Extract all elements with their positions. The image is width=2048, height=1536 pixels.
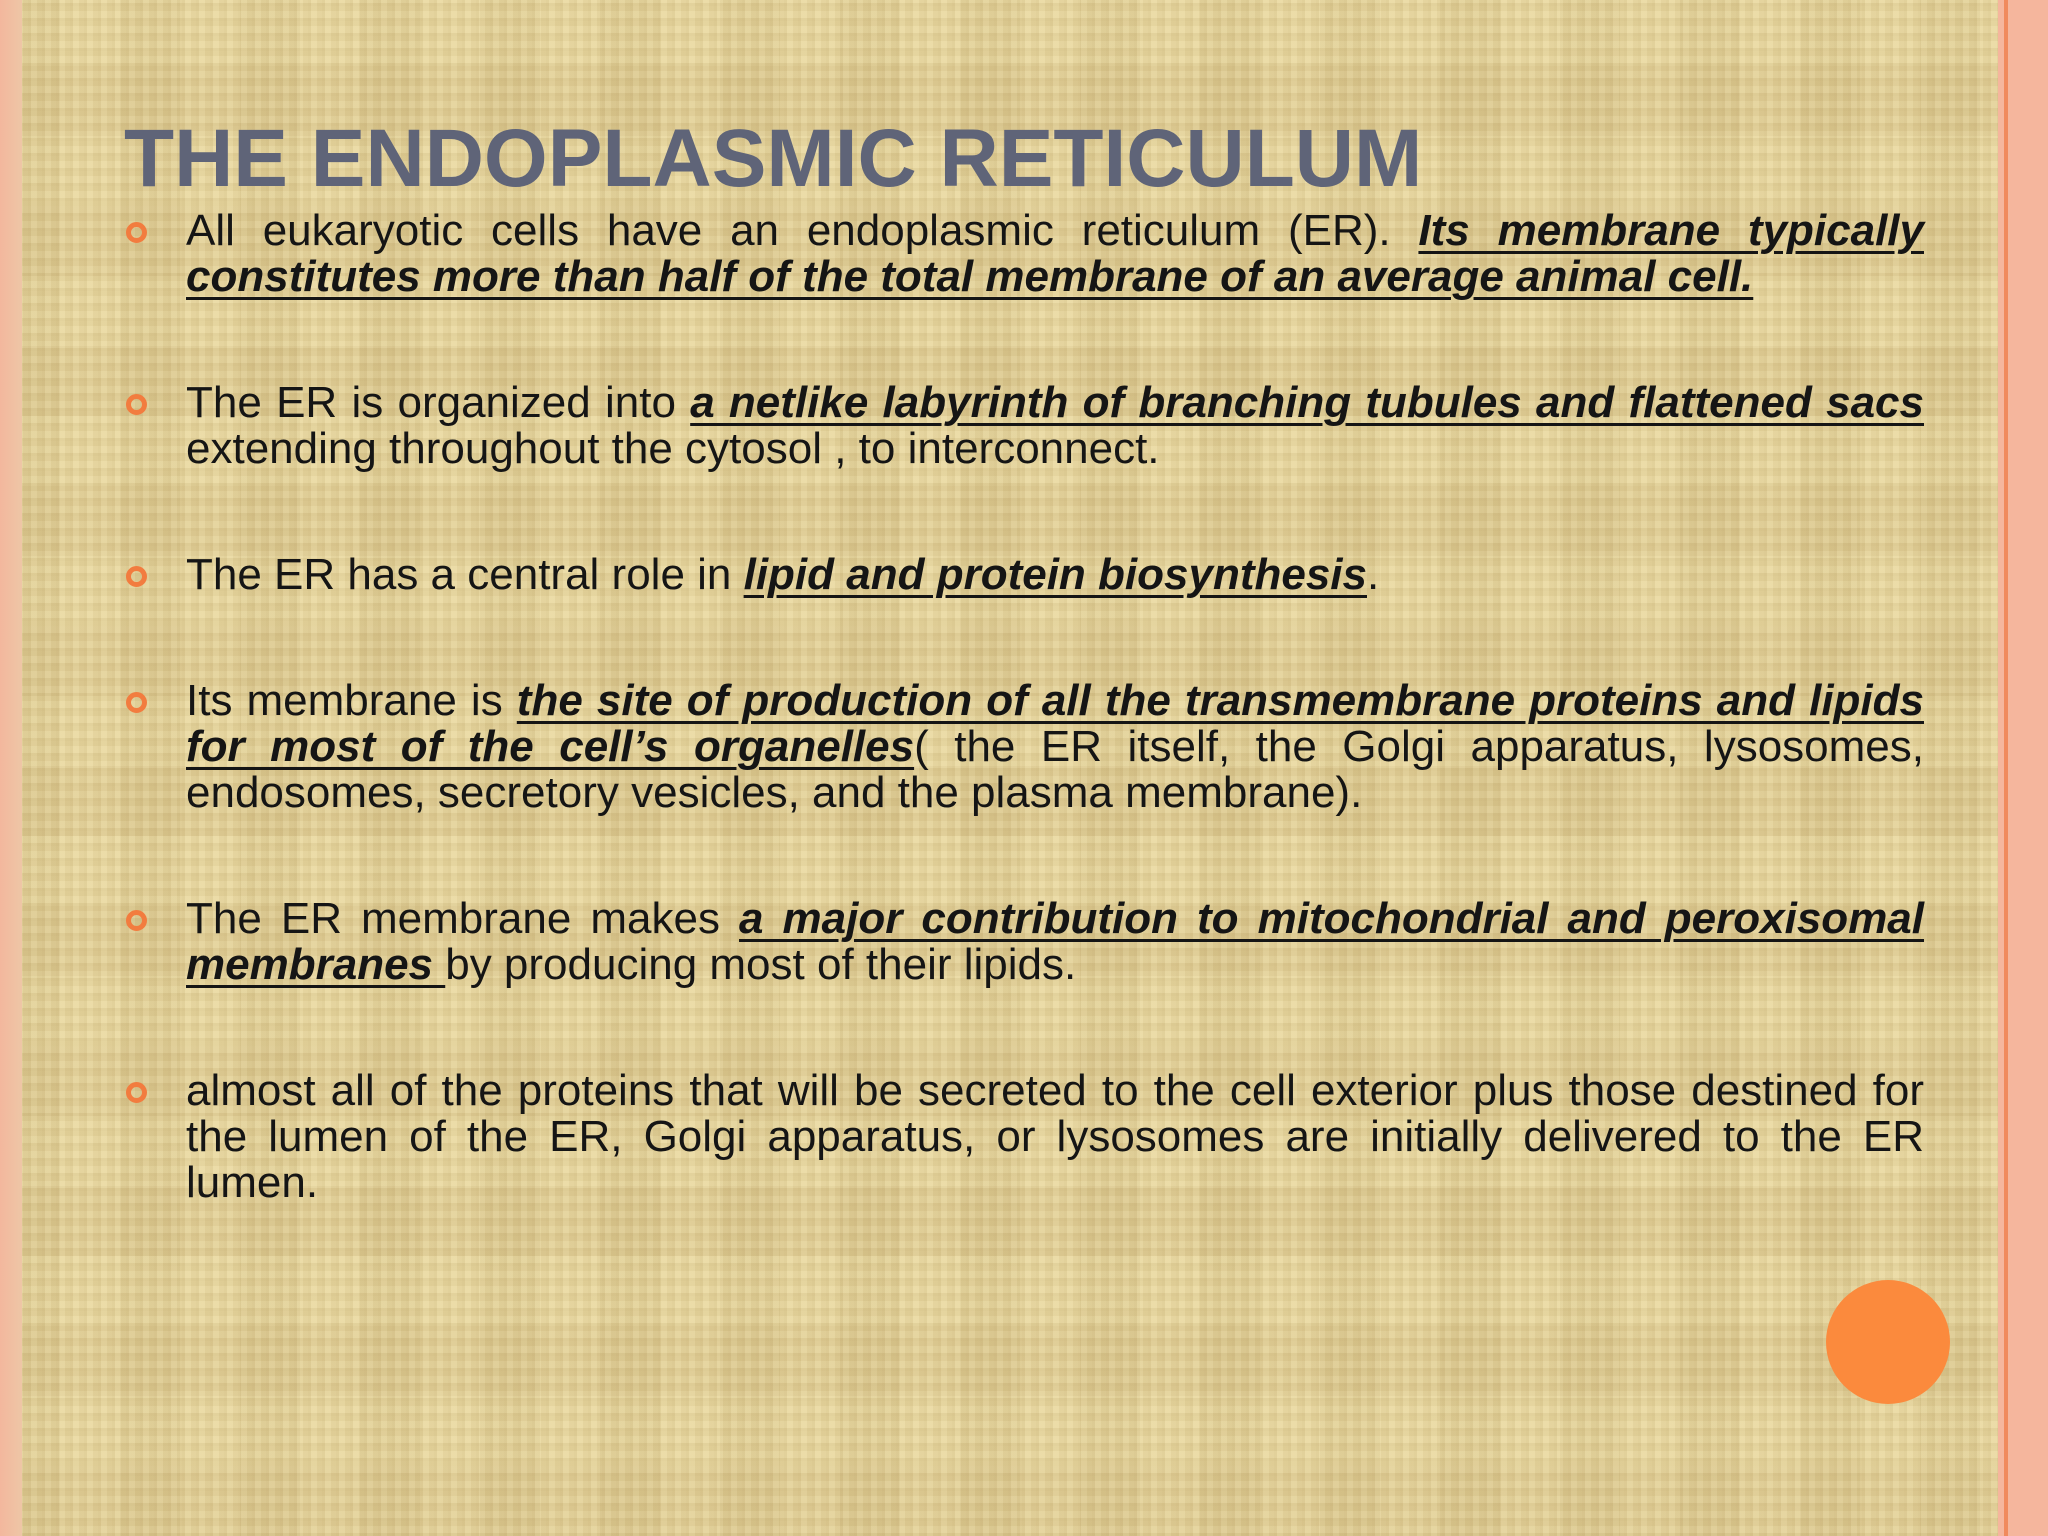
bullet-text: All eukaryotic cells have an endoplasmic reticulum (ER). — [186, 206, 1419, 255]
left-border-strip — [0, 0, 22, 1536]
bullet-circle-icon — [126, 394, 147, 415]
bullet-text: The ER membrane makes — [186, 894, 740, 943]
bullet-item — [124, 380, 1924, 472]
bullet-text: The ER has a central role in — [186, 550, 744, 599]
bullet-item — [124, 552, 1924, 598]
bullet-text: almost all of the proteins that will be secreted to the cell exterior plus those destined for the lumen of the ER, Golgi apparatus, or lysosomes are initially delivered to the ER lumen. — [186, 1066, 1924, 1207]
bullet-list — [124, 208, 1924, 1206]
bullet-emphasis: lipid and protein biosynthesis — [743, 550, 1367, 599]
bullet-item — [124, 896, 1924, 988]
orange-circle-decoration — [1826, 1280, 1950, 1404]
bullet-text: ( the ER itself, the Golgi apparatus, lysosomes, endosomes, secretory vesicles, and the plasma membrane). — [186, 722, 1924, 817]
bullet-item — [124, 208, 1924, 300]
bullet-emphasis: constitutes more than half of the total membrane of an average animal cell. — [186, 252, 1754, 301]
bullet-text: . — [1367, 550, 1380, 599]
right-border-line — [2004, 0, 2008, 1536]
bullet-text: Its membrane is — [186, 676, 517, 725]
bullet-circle-icon — [126, 222, 147, 243]
bullet-item — [124, 1068, 1924, 1206]
bullet-circle-icon — [126, 692, 147, 713]
bullet-circle-icon — [126, 1082, 147, 1103]
bullet-emphasis: a netlike labyrinth of branching tubules and flattened sacs — [690, 378, 1924, 427]
bullet-emphasis: Its membrane typically — [1418, 206, 1924, 255]
bullet-text: by producing most of their lipids. — [445, 940, 1077, 989]
bullet-item — [124, 678, 1924, 816]
bullet-text: The ER is organized into — [186, 378, 691, 427]
bullet-text: extending throughout the cytosol , to interconnect. — [186, 424, 1160, 473]
bullet-emphasis: a major contribution to mitochondrial and peroxisomal membranes — [186, 894, 1925, 989]
bullet-circle-icon — [126, 910, 147, 931]
slide-title: THE ENDOPLASMIC RETICULUM — [124, 113, 1423, 204]
bullet-emphasis: the site of production of all the transmembrane proteins and lipids for most of the cell’s organelles — [186, 676, 1924, 771]
bullet-circle-icon — [126, 566, 147, 587]
